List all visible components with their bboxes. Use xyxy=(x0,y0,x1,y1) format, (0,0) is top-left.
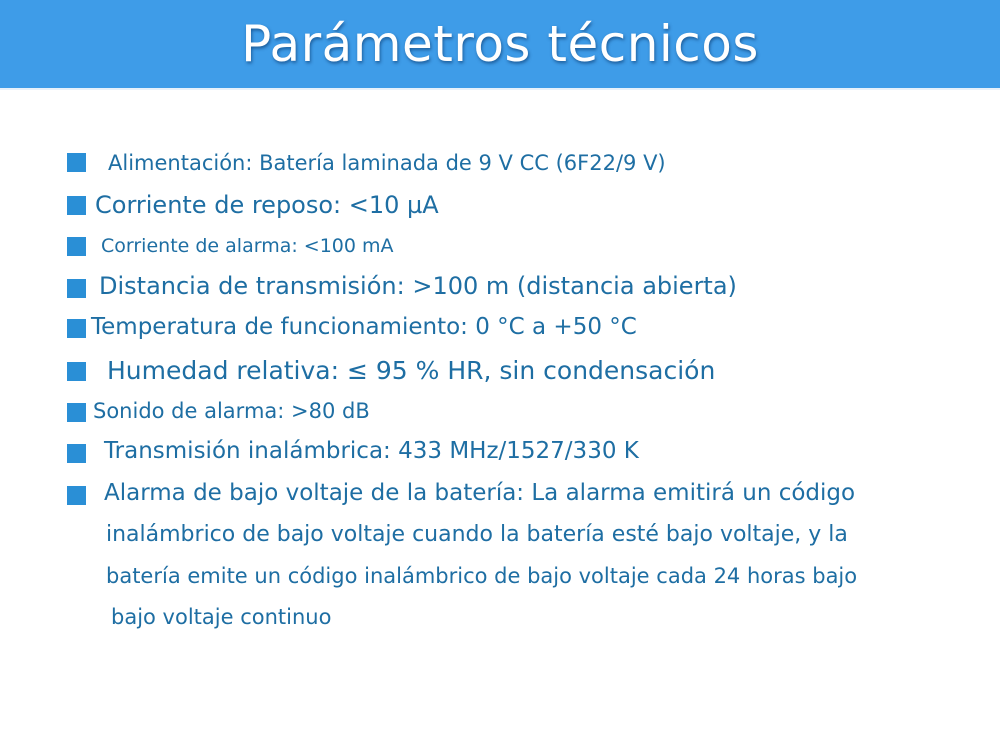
spec-text: Temperatura de funcionamiento: 0 °C a +50 °C xyxy=(91,314,637,340)
spec-text-continuation: bajo voltaje continuo xyxy=(111,605,332,629)
square-bullet-icon xyxy=(67,237,86,256)
spec-text: Sonido de alarma: >80 dB xyxy=(93,399,370,423)
square-bullet-icon xyxy=(67,196,86,215)
square-bullet-icon xyxy=(67,279,86,298)
square-bullet-icon xyxy=(67,153,86,172)
square-bullet-icon xyxy=(67,444,86,463)
spec-text: Transmisión inalámbrica: 433 MHz/1527/330 K xyxy=(104,438,639,464)
spec-text: Distancia de transmisión: >100 m (distancia abierta) xyxy=(99,272,737,300)
page-title: Parámetros técnicos xyxy=(241,15,759,73)
spec-text: Humedad relativa: ≤ 95 % HR, sin condensación xyxy=(107,356,716,385)
spec-text-continuation: inalámbrico de bajo voltaje cuando la batería esté bajo voltaje, y la xyxy=(106,522,848,547)
square-bullet-icon xyxy=(67,403,86,422)
spec-text-continuation: batería emite un código inalámbrico de bajo voltaje cada 24 horas bajo xyxy=(106,564,858,588)
spec-text: Alimentación: Batería laminada de 9 V CC (6F22/9 V) xyxy=(108,151,666,175)
square-bullet-icon xyxy=(67,486,86,505)
spec-text: Corriente de alarma: <100 mA xyxy=(101,235,394,257)
spec-text: Alarma de bajo voltaje de la batería: La alarma emitirá un código xyxy=(104,480,856,506)
square-bullet-icon xyxy=(67,362,86,381)
square-bullet-icon xyxy=(67,319,86,338)
spec-text: Corriente de reposo: <10 µA xyxy=(95,191,439,219)
